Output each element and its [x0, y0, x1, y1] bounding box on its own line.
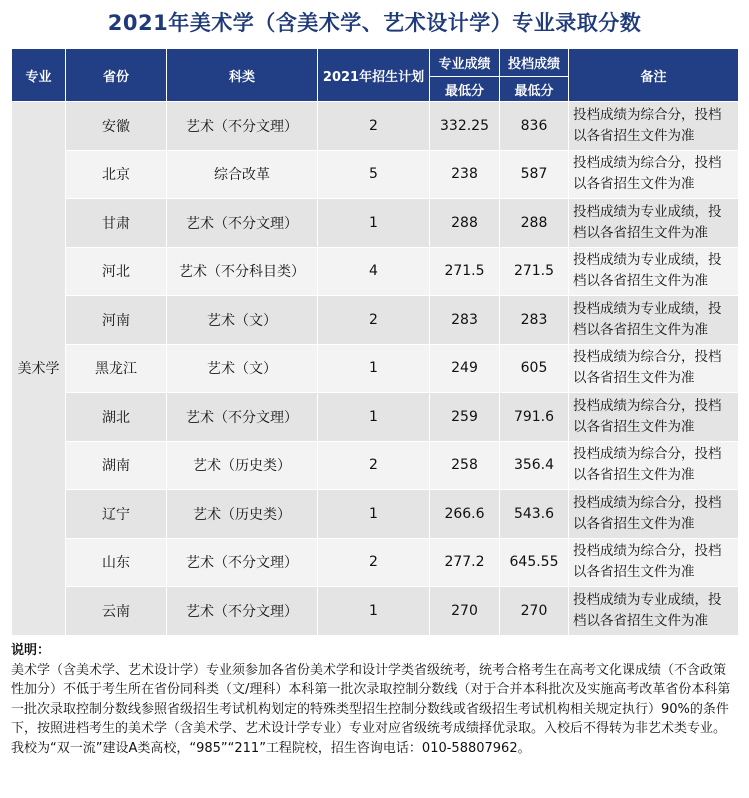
- cell-major-score: 266.6: [430, 490, 500, 539]
- header-major-score-min: 最低分: [430, 77, 500, 102]
- cell-remark: 投档成绩为综合分，投档以各省招生文件为准: [569, 538, 739, 587]
- cell-major-score: 277.2: [430, 538, 500, 587]
- cell-remark: 投档成绩为专业成绩，投档以各省招生文件为准: [569, 199, 739, 248]
- cell-major-score: 270: [430, 587, 500, 636]
- cell-remark: 投档成绩为专业成绩，投档以各省招生文件为准: [569, 587, 739, 636]
- cell-major-score: 271.5: [430, 247, 500, 296]
- cell-province: 湖北: [66, 393, 167, 442]
- cell-subject: 艺术（不分科目类）: [167, 247, 318, 296]
- cell-province: 北京: [66, 150, 167, 199]
- cell-plan: 1: [318, 199, 430, 248]
- table-row: [12, 247, 739, 296]
- cell-plan: 2: [318, 538, 430, 587]
- cell-major-score: 259: [430, 393, 500, 442]
- table-row: [12, 150, 739, 199]
- table-row: [12, 296, 739, 345]
- cell-plan: 2: [318, 441, 430, 490]
- cell-remark: 投档成绩为综合分，投档以各省招生文件为准: [569, 102, 739, 151]
- cell-province: 辽宁: [66, 490, 167, 539]
- cell-subject: 艺术（不分文理）: [167, 199, 318, 248]
- cell-subject: 艺术（不分文理）: [167, 538, 318, 587]
- cell-plan: 1: [318, 344, 430, 393]
- cell-major-score: 288: [430, 199, 500, 248]
- cell-province: 黑龙江: [66, 344, 167, 393]
- cell-file-score: 288: [500, 199, 569, 248]
- cell-subject: 艺术（不分文理）: [167, 393, 318, 442]
- cell-plan: 1: [318, 587, 430, 636]
- header-plan: 2021年招生计划: [318, 49, 430, 102]
- cell-plan: 1: [318, 393, 430, 442]
- cell-subject: 艺术（历史类）: [167, 490, 318, 539]
- cell-major-score: 249: [430, 344, 500, 393]
- page-title: 2021年美术学（含美术学、艺术设计学）专业录取分数: [107, 11, 642, 35]
- header-file-score-min: 最低分: [500, 77, 569, 102]
- cell-subject: 艺术（不分文理）: [167, 102, 318, 151]
- cell-remark: 投档成绩为综合分，投档以各省招生文件为准: [569, 441, 739, 490]
- cell-plan: 4: [318, 247, 430, 296]
- header-file-score: 投档成绩: [500, 49, 569, 77]
- cell-remark: 投档成绩为综合分，投档以各省招生文件为准: [569, 150, 739, 199]
- table-row: [12, 587, 739, 636]
- table-row: [12, 344, 739, 393]
- table-row: [12, 393, 739, 442]
- table-row: [12, 199, 739, 248]
- cell-plan: 2: [318, 296, 430, 345]
- header-major: 专业: [12, 49, 66, 102]
- notes-contact: 我校为“双一流”建设A类高校，“985”“211”工程院校，招生咨询电话：010-58807962。: [11, 740, 531, 756]
- cell-remark: 投档成绩为专业成绩，投档以各省招生文件为准: [569, 296, 739, 345]
- cell-file-score: 836: [500, 102, 569, 151]
- cell-province: 河北: [66, 247, 167, 296]
- admission-table: [11, 48, 739, 636]
- cell-plan: 5: [318, 150, 430, 199]
- notes-label: 说明：: [11, 643, 51, 658]
- header-major-score: 专业成绩: [430, 49, 500, 77]
- notes-paragraph: 美术学（含美术学、艺术设计学）专业须参加各省份美术学和设计学类省级统考，统考合格考生在高考文化课成绩（不含政策性加分）不低于考生所在省份同科类（文/理科）本科第一批次录取控制分数线（对于合并本科批次及实施高考改革省份本科第一批次录取控制分数线参照省级招生考试机构划定的特殊类型招生控制分数线或省级招生考试机构相关规定执行）90%的条件下，按照进档考生的美术学（含美术学、艺术设计学专业）专业对应省级统考成绩择优录取。入校后不得转为非艺术类专业。: [11, 662, 731, 737]
- cell-province: 山东: [66, 538, 167, 587]
- cell-province: 安徽: [66, 102, 167, 151]
- cell-major-score: 283: [430, 296, 500, 345]
- table-row: [12, 538, 739, 587]
- cell-subject: 艺术（不分文理）: [167, 587, 318, 636]
- cell-file-score: 587: [500, 150, 569, 199]
- cell-remark: 投档成绩为综合分，投档以各省招生文件为准: [569, 490, 739, 539]
- cell-file-score: 543.6: [500, 490, 569, 539]
- cell-province: 湖南: [66, 441, 167, 490]
- header-remark: 备注: [569, 49, 739, 102]
- cell-remark: 投档成绩为综合分，投档以各省招生文件为准: [569, 393, 739, 442]
- cell-file-score: 356.4: [500, 441, 569, 490]
- cell-plan: 2: [318, 102, 430, 151]
- table-row: [12, 441, 739, 490]
- notes-section: [11, 641, 738, 759]
- cell-subject: 艺术（文）: [167, 344, 318, 393]
- cell-subject: 综合改革: [167, 150, 318, 199]
- cell-file-score: 645.55: [500, 538, 569, 587]
- cell-major-score: 332.25: [430, 102, 500, 151]
- table-row: [12, 102, 739, 151]
- cell-major: 美术学: [12, 102, 66, 636]
- cell-file-score: 605: [500, 344, 569, 393]
- table-row: [12, 490, 739, 539]
- cell-major-score: 238: [430, 150, 500, 199]
- cell-file-score: 791.6: [500, 393, 569, 442]
- cell-subject: 艺术（历史类）: [167, 441, 318, 490]
- cell-province: 河南: [66, 296, 167, 345]
- cell-plan: 1: [318, 490, 430, 539]
- header-province: 省份: [66, 49, 167, 102]
- cell-major-score: 258: [430, 441, 500, 490]
- cell-file-score: 271.5: [500, 247, 569, 296]
- cell-remark: 投档成绩为综合分，投档以各省招生文件为准: [569, 344, 739, 393]
- table-body: [12, 102, 739, 636]
- cell-remark: 投档成绩为专业成绩，投档以各省招生文件为准: [569, 247, 739, 296]
- cell-file-score: 270: [500, 587, 569, 636]
- header-subject: 科类: [167, 49, 318, 102]
- cell-file-score: 283: [500, 296, 569, 345]
- cell-subject: 艺术（文）: [167, 296, 318, 345]
- cell-province: 甘肃: [66, 199, 167, 248]
- cell-province: 云南: [66, 587, 167, 636]
